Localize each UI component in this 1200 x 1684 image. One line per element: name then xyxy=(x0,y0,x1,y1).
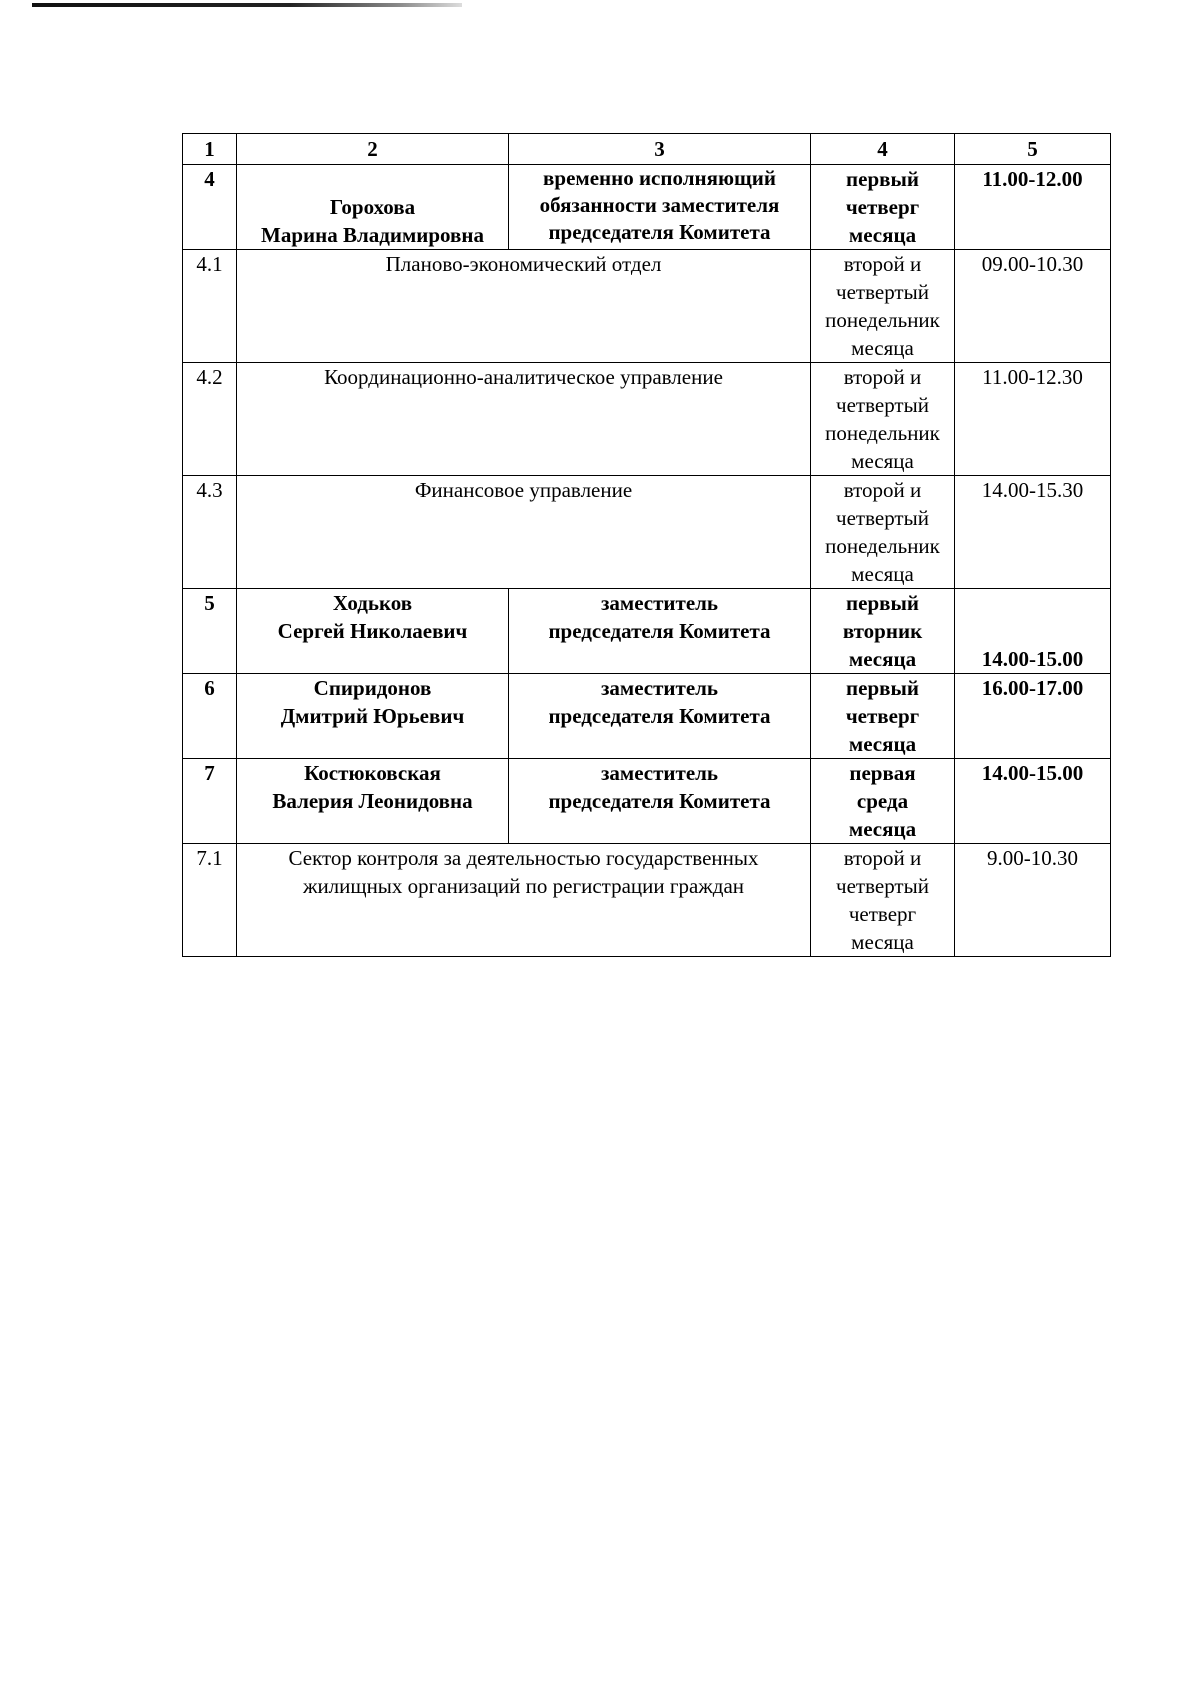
row-number: 7 xyxy=(183,759,237,844)
day-line: второй и xyxy=(843,365,922,389)
table-row xyxy=(183,589,1111,674)
department-line: Сектор контроля за деятельностью государственных xyxy=(288,846,759,870)
day-line: месяца xyxy=(848,647,917,671)
person-surname: Ходьков xyxy=(332,591,413,615)
department-name: Финансовое управление xyxy=(237,476,811,589)
table-row xyxy=(183,476,1111,589)
day-line: первый xyxy=(846,676,919,700)
reception-day-cell xyxy=(811,759,955,844)
reception-day-cell xyxy=(811,165,955,250)
day-line: месяца xyxy=(851,562,914,586)
position-line: заместитель xyxy=(600,591,719,615)
day-line: второй и xyxy=(843,846,922,870)
position-cell xyxy=(509,589,811,674)
position-line: обязанности заместителя xyxy=(539,193,780,217)
day-line: второй и xyxy=(843,252,922,276)
person-given-names: Дмитрий Юрьевич xyxy=(280,704,465,728)
day-line: среда xyxy=(856,789,909,813)
reception-day-cell xyxy=(811,363,955,476)
reception-time: 09.00-10.30 xyxy=(955,250,1111,363)
day-line: понедельник xyxy=(825,534,940,558)
department-name: Координационно-аналитическое управление xyxy=(237,363,811,476)
reception-time: 9.00-10.30 xyxy=(955,844,1111,957)
table-row xyxy=(183,363,1111,476)
day-line: четверг xyxy=(848,902,917,926)
row-number: 4.1 xyxy=(183,250,237,363)
position-line: заместитель xyxy=(600,676,719,700)
reception-day-cell xyxy=(811,476,955,589)
person-name-cell xyxy=(237,589,509,674)
row-number: 4.3 xyxy=(183,476,237,589)
header-cell: 5 xyxy=(955,134,1111,165)
day-line: месяца xyxy=(851,336,914,360)
day-line: четвертый xyxy=(836,874,929,898)
reception-time: 16.00-17.00 xyxy=(955,674,1111,759)
position-cell xyxy=(509,759,811,844)
reception-schedule-table xyxy=(182,133,1111,957)
person-surname: Спиридонов xyxy=(313,676,432,700)
reception-time: 14.00-15.00 xyxy=(955,759,1111,844)
header-row xyxy=(183,134,1111,165)
person-surname: Горохова xyxy=(329,195,416,219)
day-line: первый xyxy=(846,591,919,615)
position-line: председателя Комитета xyxy=(548,704,771,728)
reception-time: 14.00-15.00 xyxy=(955,589,1111,674)
position-line: заместитель xyxy=(600,761,719,785)
department-line: жилищных организаций по регистрации граждан xyxy=(302,874,745,898)
header-cell: 2 xyxy=(237,134,509,165)
person-given-names: Марина Владимировна xyxy=(261,223,484,247)
person-name-cell xyxy=(237,165,509,250)
day-line: месяца xyxy=(851,930,914,954)
reception-day-cell xyxy=(811,844,955,957)
person-name-cell xyxy=(237,759,509,844)
position-cell xyxy=(509,674,811,759)
day-line: понедельник xyxy=(825,421,940,445)
row-number: 4 xyxy=(183,165,237,250)
day-line: четверг xyxy=(845,704,920,728)
reception-time: 11.00-12.00 xyxy=(955,165,1111,250)
day-line: месяца xyxy=(848,732,917,756)
header-cell: 3 xyxy=(509,134,811,165)
row-number: 4.2 xyxy=(183,363,237,476)
position-line: председателя Комитета xyxy=(548,619,771,643)
reception-day-cell xyxy=(811,674,955,759)
table-row xyxy=(183,759,1111,844)
top-rule xyxy=(32,3,462,7)
position-line: временно исполняющий xyxy=(543,166,776,190)
table-row xyxy=(183,250,1111,363)
department-name: Планово-экономический отдел xyxy=(237,250,811,363)
header-cell: 1 xyxy=(183,134,237,165)
day-line: четверг xyxy=(845,195,920,219)
reception-day-cell xyxy=(811,589,955,674)
day-line: месяца xyxy=(848,817,917,841)
day-line: второй и xyxy=(843,478,922,502)
department-name-cell xyxy=(237,844,811,957)
position-line: председателя Комитета xyxy=(548,220,771,244)
position-cell xyxy=(509,165,811,250)
row-number: 6 xyxy=(183,674,237,759)
day-line: первый xyxy=(846,167,919,191)
day-line: четвертый xyxy=(836,280,929,304)
day-line: первая xyxy=(849,761,916,785)
day-line: понедельник xyxy=(825,308,940,332)
row-number: 7.1 xyxy=(183,844,237,957)
row-number: 5 xyxy=(183,589,237,674)
reception-time: 14.00-15.30 xyxy=(955,476,1111,589)
person-given-names: Валерия Леонидовна xyxy=(272,789,473,813)
day-line: месяца xyxy=(848,223,917,247)
table-row xyxy=(183,844,1111,957)
table-row xyxy=(183,165,1111,250)
reception-day-cell xyxy=(811,250,955,363)
day-line: месяца xyxy=(851,449,914,473)
reception-time: 11.00-12.30 xyxy=(955,363,1111,476)
day-line: четвертый xyxy=(836,393,929,417)
person-surname: Костюковская xyxy=(304,761,441,785)
header-cell: 4 xyxy=(811,134,955,165)
position-line: председателя Комитета xyxy=(548,789,771,813)
person-name-cell xyxy=(237,674,509,759)
person-given-names: Сергей Николаевич xyxy=(277,619,468,643)
day-line: четвертый xyxy=(836,506,929,530)
table-row xyxy=(183,674,1111,759)
day-line: вторник xyxy=(842,619,923,643)
